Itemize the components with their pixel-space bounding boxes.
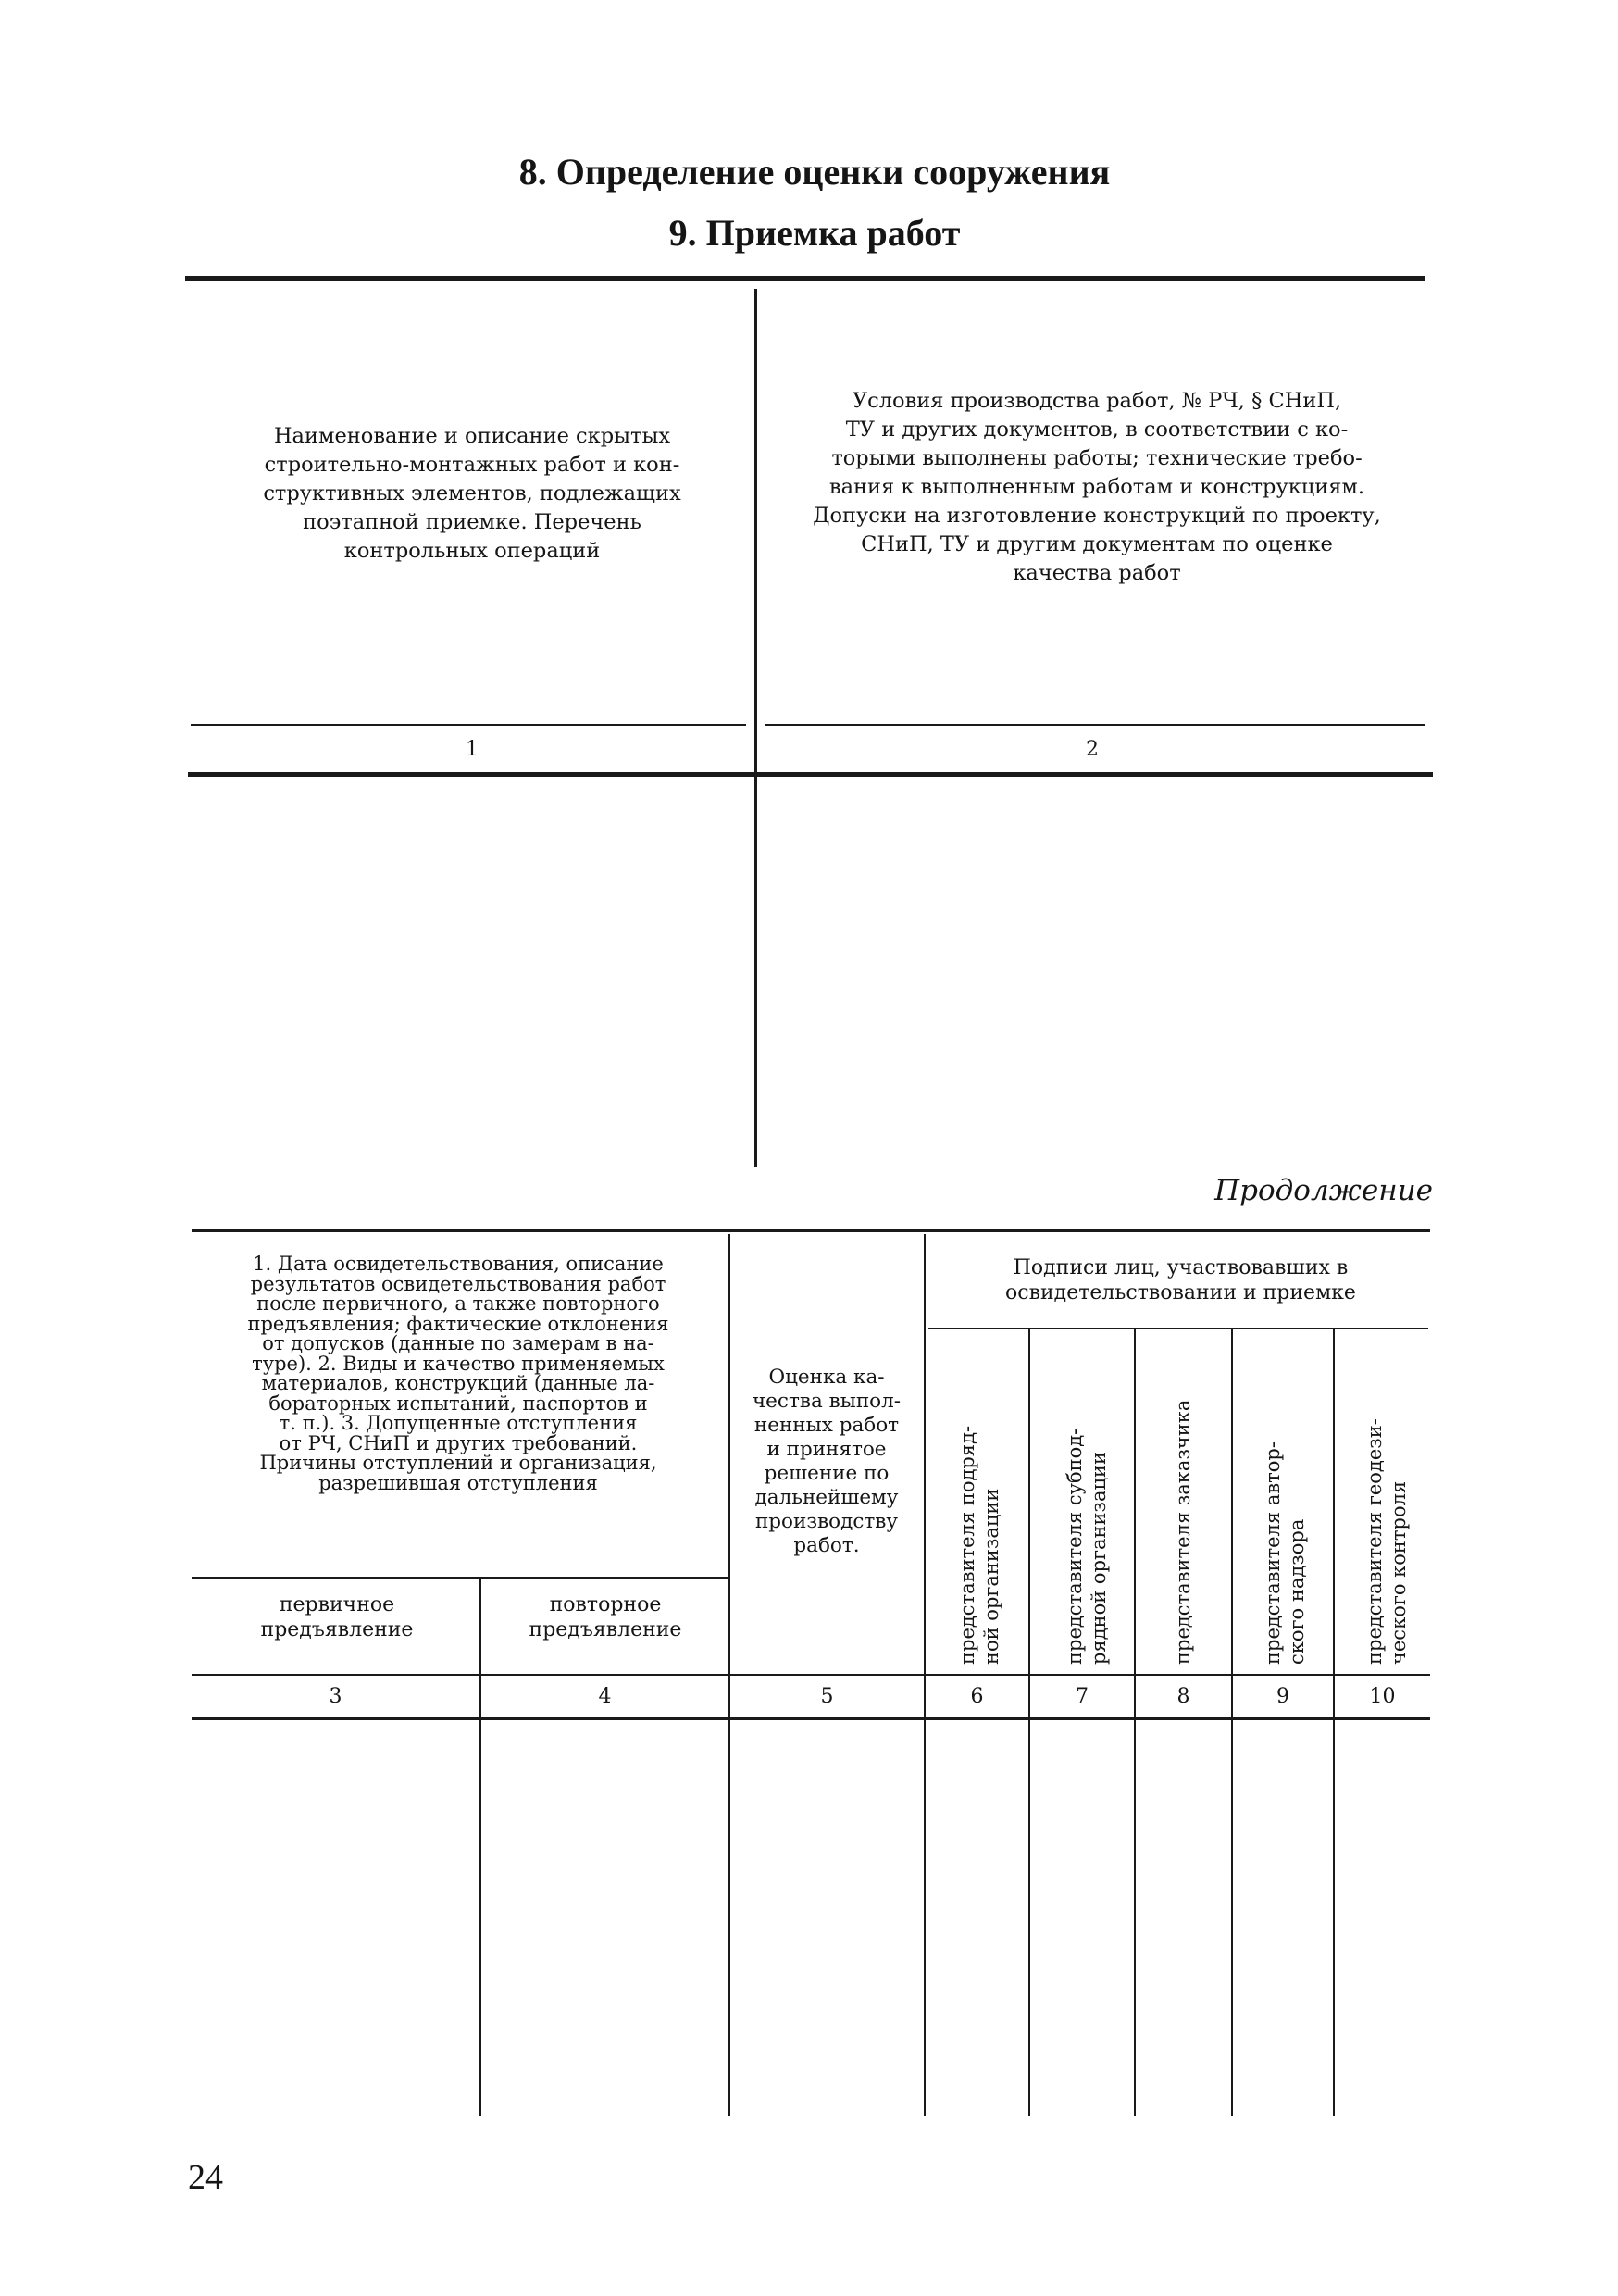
table2-divider-col7	[1134, 1329, 1136, 2116]
table1-header-rule-left	[191, 724, 746, 726]
sig-col-author-supervision: представителя автор- ского надзора	[1262, 1441, 1308, 1665]
table2-col3-header: первичное предъявление	[260, 1593, 414, 1641]
table2-col-number: 3	[329, 1685, 342, 1708]
table2-col-number: 6	[970, 1685, 984, 1708]
table2-col-number: 10	[1369, 1685, 1396, 1708]
table1-col1-header: Наименование и описание скрытых строительно-монтажных работ и кон- структивных элементов, подлежащих поэтапной приемке. Перечень контрольных операций	[263, 424, 681, 563]
sig-col-customer: представителя заказчика	[1172, 1399, 1194, 1665]
table2-col-number: 7	[1076, 1685, 1089, 1708]
table2-col-number: 4	[598, 1685, 612, 1708]
sig-col-contractor: представителя подряд- ной организации	[956, 1425, 1002, 1665]
table2-col-number: 8	[1176, 1685, 1190, 1708]
table2-number-rule	[192, 1717, 1430, 1720]
table1-col-number: 1	[466, 738, 479, 761]
table2-col4-header: повторное предъявление	[529, 1593, 682, 1641]
table1-col2-header: Условия производства работ, № РЧ, § СНиП, ТУ и других документов, в соответствии с ко- торыми выполнены работы; технические требо- вания к выполненным работам и конструкциям. Допуски на изготовление конструкций по проекту, СНиП, ТУ и другим документам по оценке качества работ	[813, 389, 1381, 585]
group1-sub-rule	[192, 1577, 728, 1578]
table2-top-rule	[192, 1229, 1430, 1232]
sig-col-subcontractor: представителя субпод- рядной организации	[1064, 1428, 1110, 1665]
table2-divider-col8	[1231, 1329, 1233, 2116]
page-number: 24	[188, 2158, 223, 2197]
section-8-heading: 8. Определение оценки сооружения	[518, 151, 1111, 193]
section-9-heading: 9. Приемка работ	[668, 212, 961, 254]
continuation-label: Продолжение	[1214, 1174, 1433, 1207]
table2-group1-header: 1. Дата освидетельствования, описание результатов освидетельствования работ после первичного, а также повторного предъявления; фактические отклонения от допусков (данные по замерам в на- туре). 2. Виды и качество применяемых материалов, конструкций (данные ла- бораторных испытаний, паспортов и т. п.). 3. Допущенные отступления от РЧ, СНиП и других требований. Причины отступлений и организация, разрешившая отступления	[247, 1253, 669, 1494]
signatures-group-header: Подписи лиц, участвовавших в освидетельствовании и приемке	[1005, 1256, 1356, 1304]
signatures-group-rule	[928, 1328, 1428, 1329]
table2-divider-col6	[1028, 1329, 1030, 2116]
table2-divider-col9	[1333, 1329, 1335, 2116]
table2-col-number: 9	[1276, 1685, 1289, 1708]
table1-column-divider	[754, 289, 757, 1167]
table1-header-rule-right	[765, 724, 1425, 726]
sig-col-geodetic-control: представителя геодези- ческого контроля	[1363, 1418, 1410, 1665]
table1-number-rule	[188, 772, 1433, 777]
table1-top-rule	[185, 276, 1425, 281]
table2-header-rule	[192, 1674, 1430, 1676]
table2-col-number: 5	[820, 1685, 834, 1708]
table2-divider-col3	[479, 1578, 481, 2116]
table2-col5-header: Оценка ка- чества выпол- ненных работ и принятое решение по дальнейшему производству работ.	[752, 1366, 902, 1557]
table1-col-number: 2	[1086, 738, 1099, 761]
